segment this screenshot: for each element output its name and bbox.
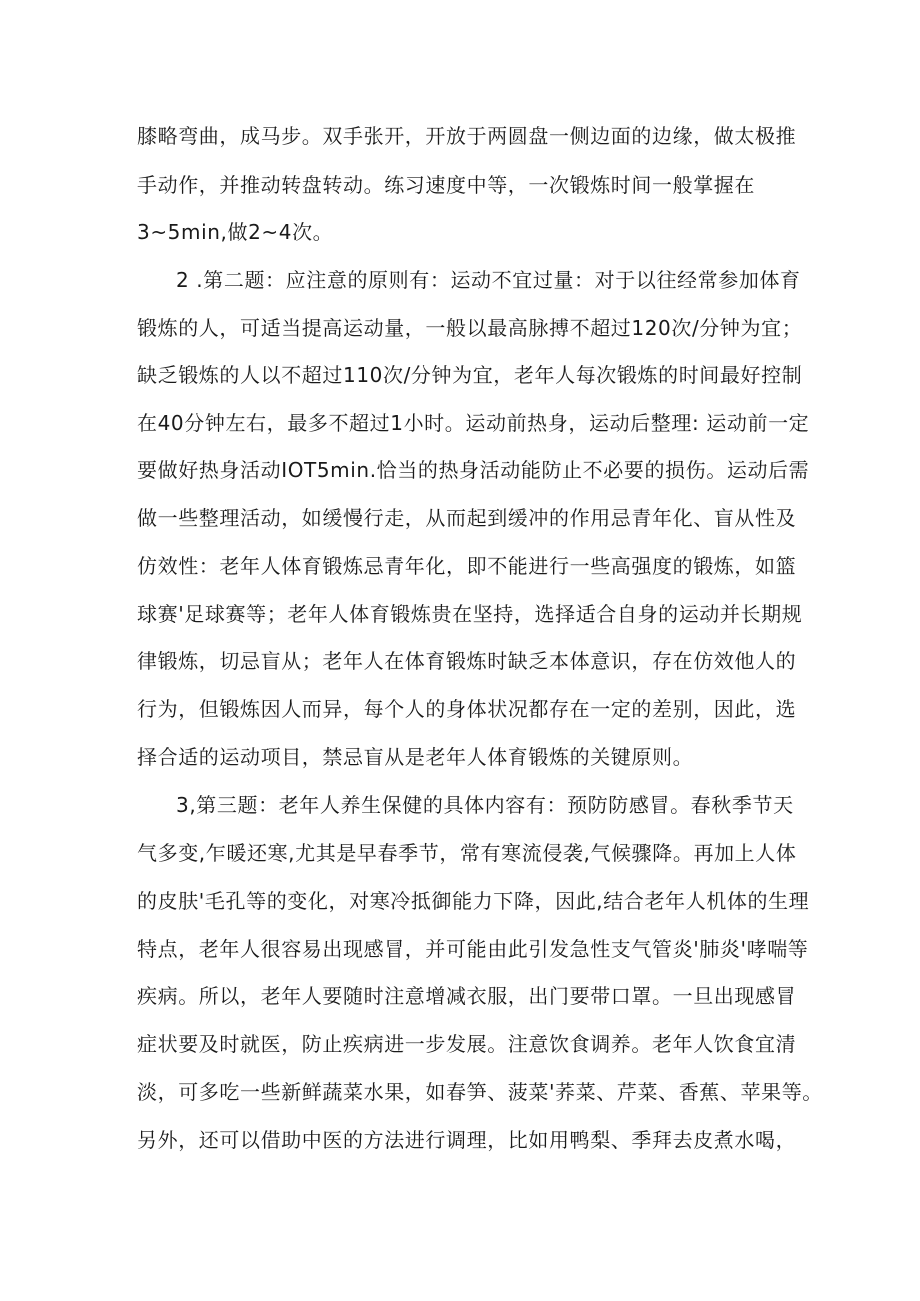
text-line: 在40分钟左右，最多不超过1小时。运动前热身，运动后整理: 运动前一定 bbox=[137, 411, 810, 435]
text-line: 2 .第二题：应注意的原则有：运动不宜过量：对于以往经常参加体育 bbox=[176, 268, 801, 292]
text-line: 淡，可多吃一些新鲜蔬菜水果，如春笋、菠菜'荞菜、芹菜、香蕉、苹果等。 bbox=[137, 1080, 823, 1104]
text-line: 3,第三题：老年人养生保健的具体内容有：预防防感冒。春秋季节天 bbox=[176, 793, 794, 817]
text-line: 缺乏锻炼的人以不超过110次/分钟为宜，老年人每次锻炼的时间最好控制 bbox=[137, 363, 803, 387]
text-line: 特点，老年人很容易出现感冒，并可能由此引发急性支气管炎'肺炎'哮喘等 bbox=[137, 937, 809, 961]
text-line: 3~5min,做2~4次。 bbox=[137, 220, 334, 244]
text-line: 气多变,乍暖还寒,尤其是早春季节，常有寒流侵袭,气候骤降。再加上人体 bbox=[137, 841, 797, 865]
text-line: 行为，但锻炼因人而异，每个人的身体状况都存在一定的差别，因此，选 bbox=[137, 697, 797, 721]
text-line: 球赛'足球赛等；老年人体育锻炼贵在坚持，选择适合自身的运动并长期规 bbox=[137, 602, 803, 626]
text-line: 择合适的运动项目，禁忌盲从是老年人体育锻炼的关键原则。 bbox=[137, 745, 694, 769]
text-line: 膝略弯曲，成马步。双手张开，开放于两圆盘一侧边面的边缘，做太极推 bbox=[137, 124, 797, 148]
text-line: 做一些整理活动，如缓慢行走，从而起到缓冲的作用忌青年化、盲从性及 bbox=[137, 506, 797, 530]
text-line: 仿效性：老年人体育锻炼忌青年化，即不能进行一些高强度的锻炼，如篮 bbox=[137, 554, 797, 578]
text-line: 要做好热身活动IOT5min.恰当的热身活动能防止不必要的损伤。运动后需 bbox=[137, 458, 810, 482]
text-line: 的皮肤'毛孔等的变化，对寒冷抵御能力下降，因此,结合老年人机体的生理 bbox=[137, 889, 810, 913]
text-line: 疾病。所以，老年人要随时注意增减衣服，出门要带口罩。一旦出现感冒 bbox=[137, 984, 797, 1008]
text-line: 症状要及时就医，防止疾病进一步发展。注意饮食调养。老年人饮食宜清 bbox=[137, 1032, 797, 1056]
text-line: 律锻炼，切忌盲从；老年人在体育锻炼时缺乏本体意识，存在仿效他人的 bbox=[137, 649, 797, 673]
text-line: 手动作，并推动转盘转动。练习速度中等，一次锻炼时间一般掌握在 bbox=[137, 173, 755, 197]
text-line: 另外，还可以借助中医的方法进行调理，比如用鸭梨、季拜去皮煮水喝， bbox=[137, 1128, 797, 1152]
text-line: 锻炼的人，可适当提高运动量，一般以最高脉搏不超过120次/分钟为宜； bbox=[137, 316, 803, 340]
